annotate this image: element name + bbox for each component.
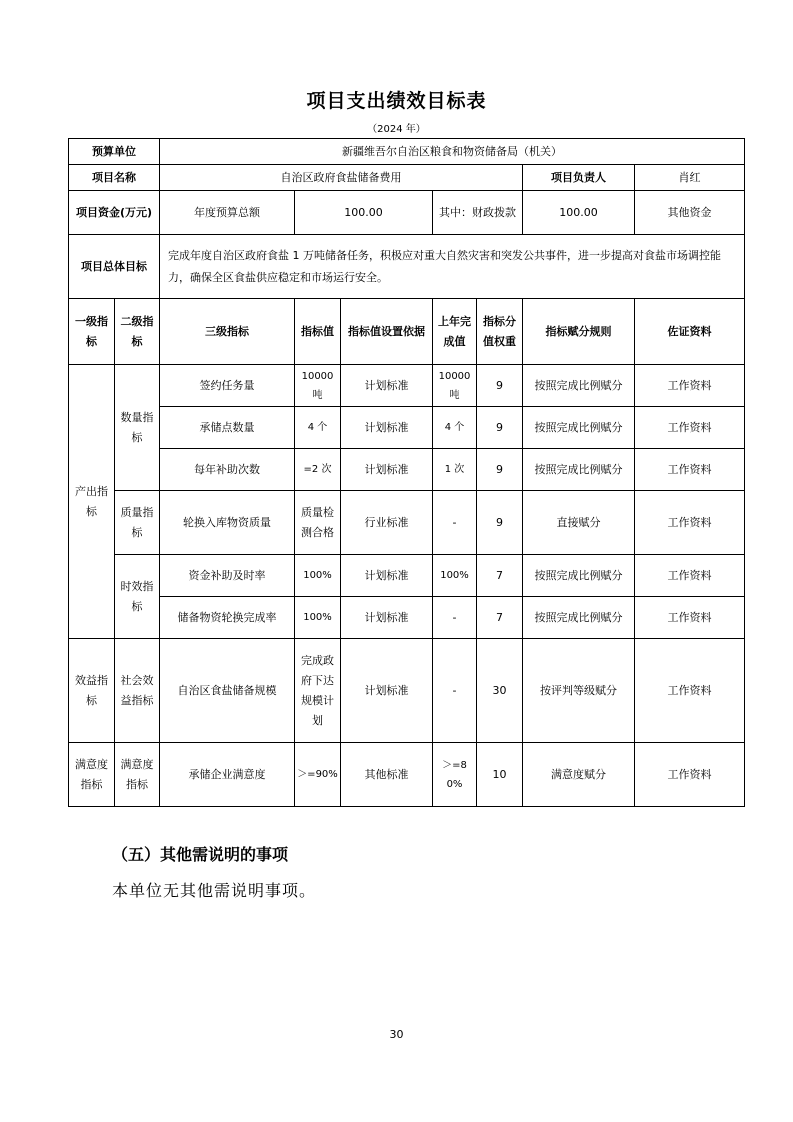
table-row	[69, 597, 745, 639]
subgroup-social: 社会效益指标	[115, 639, 160, 743]
table-row	[69, 743, 745, 807]
budget-unit-label: 预算单位	[69, 139, 160, 165]
indicator-evidence: 工作资料	[635, 365, 745, 407]
indicator-name: 每年补助次数	[160, 449, 295, 491]
indicator-basis: 计划标准	[341, 407, 433, 449]
indicator-name: 自治区食盐储备规模	[160, 639, 295, 743]
table-row	[69, 491, 745, 555]
indicator-weight: 9	[477, 449, 523, 491]
indicator-name: 轮换入库物资质量	[160, 491, 295, 555]
indicator-evidence: 工作资料	[635, 597, 745, 639]
header-rule: 指标赋分规则	[523, 299, 635, 365]
header-level1: 一级指标	[69, 299, 115, 365]
section-heading: （五）其他需说明的事项	[112, 845, 289, 864]
section-text: 本单位无其他需说明事项。	[112, 881, 317, 900]
indicator-rule: 按照完成比例赋分	[523, 555, 635, 597]
overall-goal-text: 完成年度自治区政府食盐 1 万吨储备任务，积极应对重大自然灾害和突发公共事件，进一步提高对食盐市场调控能力，确保全区食盐供应稳定和市场运行安全。	[160, 235, 745, 299]
indicator-name: 承储企业满意度	[160, 743, 295, 807]
performance-table	[68, 138, 745, 807]
subgroup-quality: 质量指标	[115, 491, 160, 555]
group-benefit: 效益指标	[69, 639, 115, 743]
header-basis: 指标值设置依据	[341, 299, 433, 365]
indicator-evidence: 工作资料	[635, 449, 745, 491]
indicator-name: 承储点数量	[160, 407, 295, 449]
group-satisfaction: 满意度指标	[69, 743, 115, 807]
indicator-last-year: -	[433, 597, 477, 639]
indicator-basis: 计划标准	[341, 639, 433, 743]
group-output: 产出指标	[69, 365, 115, 639]
subgroup-quantity: 数量指标	[115, 365, 160, 491]
indicator-rule: 按照完成比例赋分	[523, 597, 635, 639]
indicator-last-year: 100%	[433, 555, 477, 597]
header-level2: 二级指标	[115, 299, 160, 365]
page-title: 项目支出绩效目标表	[306, 90, 487, 112]
indicator-name: 储备物资轮换完成率	[160, 597, 295, 639]
annual-budget-value: 100.00	[295, 191, 433, 235]
indicator-value: 完成政府下达规模计划	[295, 639, 341, 743]
indicator-evidence: 工作资料	[635, 491, 745, 555]
indicator-rule: 满意度赋分	[523, 743, 635, 807]
indicator-last-year: 1 次	[433, 449, 477, 491]
indicator-basis: 计划标准	[341, 597, 433, 639]
table-row	[69, 555, 745, 597]
indicator-value: ＞=90%	[295, 743, 341, 807]
header-weight: 指标分值权重	[477, 299, 523, 365]
indicator-last-year: ＞=80%	[433, 743, 477, 807]
indicator-weight: 9	[477, 365, 523, 407]
indicator-basis: 计划标准	[341, 365, 433, 407]
header-value: 指标值	[295, 299, 341, 365]
indicator-last-year: -	[433, 491, 477, 555]
indicator-last-year: -	[433, 639, 477, 743]
indicator-evidence: 工作资料	[635, 743, 745, 807]
indicator-weight: 9	[477, 491, 523, 555]
table-row	[69, 407, 745, 449]
indicator-rule: 按照完成比例赋分	[523, 407, 635, 449]
table-row	[69, 365, 745, 407]
indicator-rule: 直接赋分	[523, 491, 635, 555]
fiscal-allocation-value: 100.00	[523, 191, 635, 235]
indicator-value: 100%	[295, 555, 341, 597]
indicator-basis: 行业标准	[341, 491, 433, 555]
header-level3: 三级指标	[160, 299, 295, 365]
indicator-value: 质量检测合格	[295, 491, 341, 555]
indicator-last-year: 10000 吨	[433, 365, 477, 407]
indicator-weight: 7	[477, 597, 523, 639]
fiscal-allocation-label: 其中：财政拨款	[433, 191, 523, 235]
indicator-last-year: 4 个	[433, 407, 477, 449]
indicator-rule: 按评判等级赋分	[523, 639, 635, 743]
annual-budget-label: 年度预算总额	[160, 191, 295, 235]
indicator-weight: 10	[477, 743, 523, 807]
overall-goal-label: 项目总体目标	[69, 235, 160, 299]
indicator-weight: 7	[477, 555, 523, 597]
subgroup-timeliness: 时效指标	[115, 555, 160, 639]
indicator-value: 10000 吨	[295, 365, 341, 407]
indicator-rule: 按照完成比例赋分	[523, 365, 635, 407]
indicator-rule: 按照完成比例赋分	[523, 449, 635, 491]
indicator-basis: 计划标准	[341, 555, 433, 597]
indicator-value: 100%	[295, 597, 341, 639]
indicator-value: =2 次	[295, 449, 341, 491]
page-number: 30	[389, 1028, 404, 1041]
project-owner-value: 肖红	[635, 165, 745, 191]
indicator-evidence: 工作资料	[635, 407, 745, 449]
subgroup-satisfaction: 满意度指标	[115, 743, 160, 807]
indicator-name: 资金补助及时率	[160, 555, 295, 597]
header-evidence: 佐证资料	[635, 299, 745, 365]
indicator-weight: 9	[477, 407, 523, 449]
project-name-label: 项目名称	[69, 165, 160, 191]
funds-label: 项目资金(万元)	[69, 191, 160, 235]
indicator-evidence: 工作资料	[635, 555, 745, 597]
table-year: （2024 年）	[367, 124, 426, 135]
project-name-value: 自治区政府食盐储备费用	[160, 165, 523, 191]
budget-unit-value: 新疆维吾尔自治区粮食和物资储备局（机关）	[160, 139, 745, 165]
table-row	[69, 449, 745, 491]
header-last-year: 上年完成值	[433, 299, 477, 365]
indicator-basis: 计划标准	[341, 449, 433, 491]
table-row	[69, 639, 745, 743]
project-owner-label: 项目负责人	[523, 165, 635, 191]
indicator-name: 签约任务量	[160, 365, 295, 407]
indicator-value: 4 个	[295, 407, 341, 449]
other-funds-label: 其他资金	[635, 191, 745, 235]
indicator-basis: 其他标准	[341, 743, 433, 807]
indicator-evidence: 工作资料	[635, 639, 745, 743]
indicator-weight: 30	[477, 639, 523, 743]
